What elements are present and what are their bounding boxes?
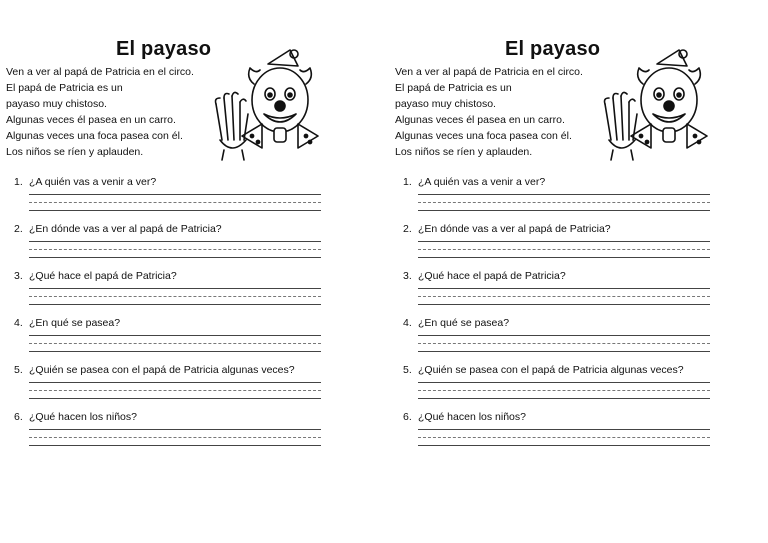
answer-line[interactable] bbox=[418, 304, 710, 305]
story-line: Los niños se ríen y aplauden. bbox=[395, 146, 533, 158]
answer-line[interactable] bbox=[418, 194, 710, 195]
question-text: ¿Quién se pasea con el papá de Patricia algunas veces? bbox=[418, 364, 684, 376]
story-line: payaso muy chistoso. bbox=[395, 98, 496, 110]
answer-guide-line bbox=[29, 249, 321, 250]
worksheet-copy-right bbox=[393, 0, 723, 460]
question-item bbox=[4, 315, 334, 362]
worksheet-copy-left bbox=[4, 0, 334, 460]
answer-line[interactable] bbox=[29, 288, 321, 289]
answer-line[interactable] bbox=[29, 210, 321, 211]
question-item bbox=[393, 409, 723, 456]
story-line: El papá de Patricia es un bbox=[395, 82, 512, 94]
question-number: 3. bbox=[14, 270, 23, 282]
answer-guide-line bbox=[29, 437, 321, 438]
answer-line[interactable] bbox=[418, 241, 710, 242]
answer-guide-line bbox=[29, 343, 321, 344]
question-text: ¿A quién vas a venir a ver? bbox=[29, 176, 157, 188]
worksheet-title: El payaso bbox=[116, 38, 212, 60]
question-item bbox=[393, 268, 723, 315]
answer-guide-line bbox=[418, 437, 710, 438]
story-line: Algunas veces él pasea en un carro. bbox=[395, 114, 565, 126]
question-number: 6. bbox=[14, 411, 23, 423]
question-number: 4. bbox=[14, 317, 23, 329]
question-item bbox=[4, 362, 334, 409]
answer-line[interactable] bbox=[418, 445, 710, 446]
question-number: 2. bbox=[14, 223, 23, 235]
story-line: Algunas veces una foca pasea con él. bbox=[395, 130, 572, 142]
question-number: 5. bbox=[14, 364, 23, 376]
question-number: 6. bbox=[403, 411, 412, 423]
answer-line[interactable] bbox=[418, 335, 710, 336]
answer-line[interactable] bbox=[29, 382, 321, 383]
answer-line[interactable] bbox=[29, 429, 321, 430]
story-line: Algunas veces él pasea en un carro. bbox=[6, 114, 176, 126]
question-list bbox=[393, 174, 723, 456]
answer-line[interactable] bbox=[29, 351, 321, 352]
answer-guide-line bbox=[418, 390, 710, 391]
question-text: ¿En dónde vas a ver al papá de Patricia? bbox=[29, 223, 222, 235]
question-number: 1. bbox=[403, 176, 412, 188]
question-item bbox=[393, 315, 723, 362]
worksheet-title: El payaso bbox=[505, 38, 601, 60]
clown-icon bbox=[591, 44, 715, 162]
story-text bbox=[395, 64, 615, 160]
story-line: Ven a ver al papá de Patricia en el circo. bbox=[395, 66, 583, 78]
question-item bbox=[393, 221, 723, 268]
question-item bbox=[393, 174, 723, 221]
answer-line[interactable] bbox=[418, 257, 710, 258]
clown-icon bbox=[202, 44, 326, 162]
answer-line[interactable] bbox=[29, 304, 321, 305]
answer-line[interactable] bbox=[29, 241, 321, 242]
story-line: Los niños se ríen y aplauden. bbox=[6, 146, 144, 158]
answer-guide-line bbox=[418, 296, 710, 297]
question-item bbox=[393, 362, 723, 409]
answer-line[interactable] bbox=[29, 398, 321, 399]
question-text: ¿En qué se pasea? bbox=[29, 317, 121, 329]
question-text: ¿Qué hacen los niños? bbox=[418, 411, 526, 423]
story-line: Algunas veces una foca pasea con él. bbox=[6, 130, 183, 142]
answer-guide-line bbox=[29, 202, 321, 203]
question-text: ¿Quién se pasea con el papá de Patricia algunas veces? bbox=[29, 364, 295, 376]
answer-line[interactable] bbox=[418, 429, 710, 430]
answer-line[interactable] bbox=[29, 335, 321, 336]
question-text: ¿Qué hacen los niños? bbox=[29, 411, 137, 423]
answer-line[interactable] bbox=[418, 398, 710, 399]
answer-guide-line bbox=[29, 296, 321, 297]
answer-guide-line bbox=[418, 343, 710, 344]
question-text: ¿En qué se pasea? bbox=[418, 317, 510, 329]
question-text: ¿Qué hace el papá de Patricia? bbox=[418, 270, 566, 282]
question-number: 2. bbox=[403, 223, 412, 235]
answer-line[interactable] bbox=[418, 382, 710, 383]
story-line: payaso muy chistoso. bbox=[6, 98, 107, 110]
question-text: ¿A quién vas a venir a ver? bbox=[418, 176, 546, 188]
answer-line[interactable] bbox=[418, 210, 710, 211]
answer-line[interactable] bbox=[418, 351, 710, 352]
question-item bbox=[4, 268, 334, 315]
question-list bbox=[4, 174, 334, 456]
story-line: Ven a ver al papá de Patricia en el circo. bbox=[6, 66, 194, 78]
answer-guide-line bbox=[29, 390, 321, 391]
story-line: El papá de Patricia es un bbox=[6, 82, 123, 94]
question-number: 3. bbox=[403, 270, 412, 282]
answer-guide-line bbox=[418, 202, 710, 203]
question-text: ¿Qué hace el papá de Patricia? bbox=[29, 270, 177, 282]
question-number: 5. bbox=[403, 364, 412, 376]
question-number: 4. bbox=[403, 317, 412, 329]
answer-guide-line bbox=[418, 249, 710, 250]
answer-line[interactable] bbox=[418, 288, 710, 289]
question-text: ¿En dónde vas a ver al papá de Patricia? bbox=[418, 223, 611, 235]
answer-line[interactable] bbox=[29, 445, 321, 446]
question-item bbox=[4, 409, 334, 456]
answer-line[interactable] bbox=[29, 257, 321, 258]
question-number: 1. bbox=[14, 176, 23, 188]
question-item bbox=[4, 174, 334, 221]
answer-line[interactable] bbox=[29, 194, 321, 195]
question-item bbox=[4, 221, 334, 268]
story-text bbox=[6, 64, 226, 160]
